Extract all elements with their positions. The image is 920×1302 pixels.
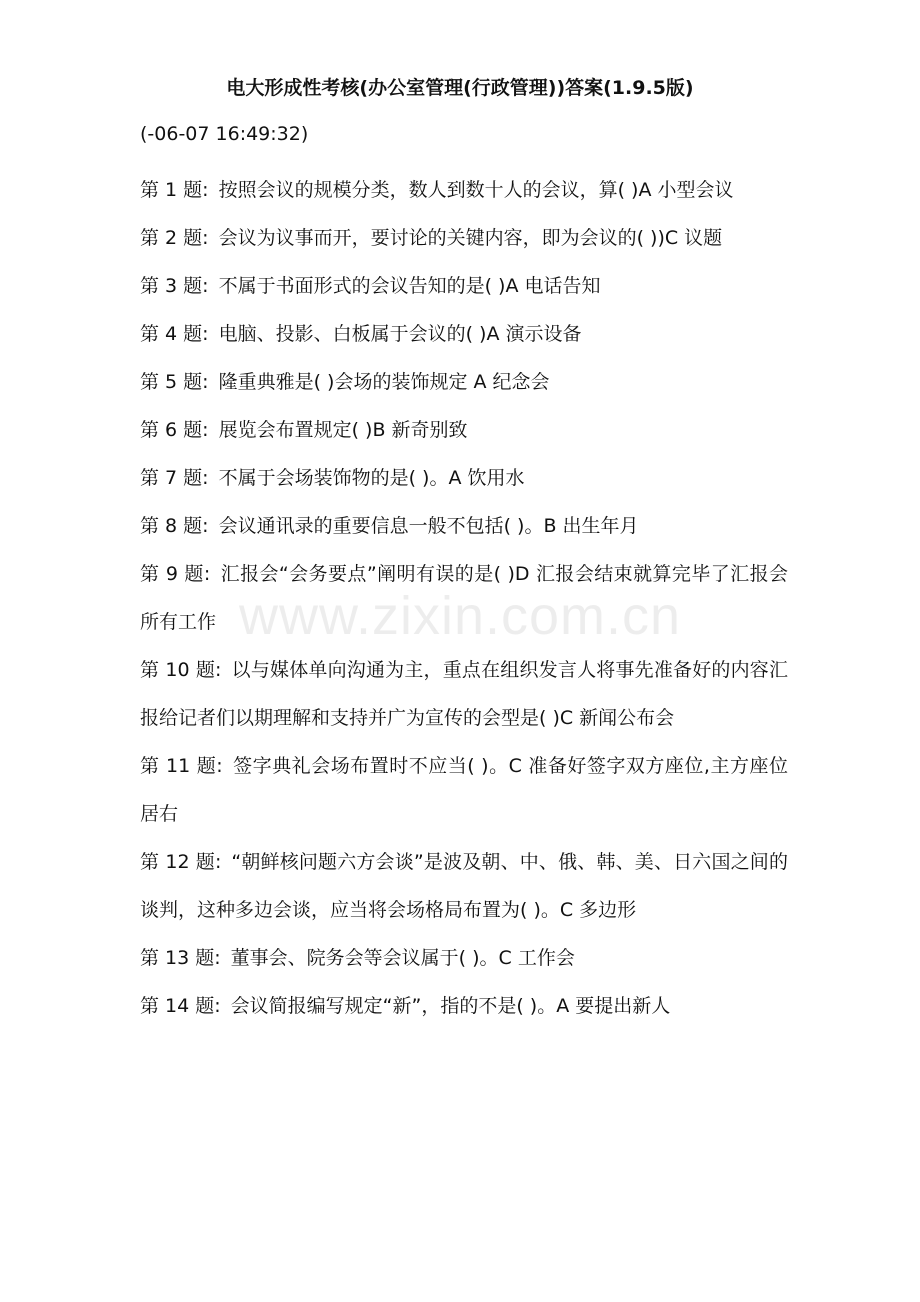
question-item (140, 406, 788, 454)
question-text: 签字典礼会场布置时不应当( )。C 准备好签字双方座位,主方座位居右 (140, 755, 788, 825)
question-item (140, 502, 788, 550)
question-item (140, 838, 788, 934)
watermark: www.zixin.com.cn (238, 586, 682, 646)
question-text: 不属于会场装饰物的是( )。A 饮用水 (218, 467, 525, 489)
question-text: 董事会、院务会等会议属于( )。C 工作会 (230, 947, 575, 969)
question-number: 第 11 题: (140, 755, 223, 777)
question-item (140, 262, 788, 310)
question-number: 第 4 题: (140, 323, 209, 345)
page-title: 电大形成性考核(办公室管理(行政管理))答案(1.9.5版) (226, 77, 694, 99)
question-item (140, 646, 788, 742)
question-list (140, 166, 788, 1030)
question-item (140, 358, 788, 406)
question-text: 电脑、投影、白板属于会议的( )A 演示设备 (218, 323, 582, 345)
question-text: 隆重典雅是( )会场的装饰规定 A 纪念会 (218, 371, 550, 393)
question-number: 第 12 题: (140, 851, 222, 873)
question-item (140, 550, 788, 646)
question-item (140, 982, 788, 1030)
question-text: 会议为议事而开，要讨论的关键内容，即为会议的( ))C 议题 (218, 227, 723, 249)
question-item (140, 166, 788, 214)
question-text: “朝鲜核问题六方会谈”是波及朝、中、俄、韩、美、日六国之间的谈判，这种多边会谈，应当将会场格局布置为( )。C 多边形 (140, 851, 788, 921)
question-text: 按照会议的规模分类，数人到数十人的会议，算( )A 小型会议 (218, 179, 734, 201)
question-item (140, 742, 788, 838)
timestamp: (-06-07 16:49:32) (140, 123, 309, 145)
question-number: 第 2 题: (140, 227, 209, 249)
question-text: 展览会布置规定( )B 新奇别致 (218, 419, 468, 441)
question-number: 第 7 题: (140, 467, 209, 489)
question-text: 不属于书面形式的会议告知的是( )A 电话告知 (218, 275, 601, 297)
question-text: 汇报会“会务要点”阐明有误的是( )D 汇报会结束就算完毕了汇报会所有工作 (140, 563, 788, 633)
question-number: 第 10 题: (140, 659, 222, 681)
question-number: 第 9 题: (140, 563, 211, 585)
question-item (140, 454, 788, 502)
question-text: 会议简报编写规定“新”，指的不是( )。A 要提出新人 (230, 995, 671, 1017)
question-number: 第 3 题: (140, 275, 209, 297)
question-item (140, 310, 788, 358)
question-item (140, 934, 788, 982)
question-number: 第 6 题: (140, 419, 209, 441)
question-number: 第 1 题: (140, 179, 209, 201)
question-number: 第 5 题: (140, 371, 209, 393)
question-text: 以与媒体单向沟通为主，重点在组织发言人将事先准备好的内容汇报给记者们以期理解和支持并广为宣传的会型是( )C 新闻公布会 (140, 659, 788, 729)
question-text: 会议通讯录的重要信息一般不包括( )。B 出生年月 (218, 515, 639, 537)
question-number: 第 8 题: (140, 515, 209, 537)
question-item (140, 214, 788, 262)
question-number: 第 13 题: (140, 947, 221, 969)
question-number: 第 14 题: (140, 995, 221, 1017)
